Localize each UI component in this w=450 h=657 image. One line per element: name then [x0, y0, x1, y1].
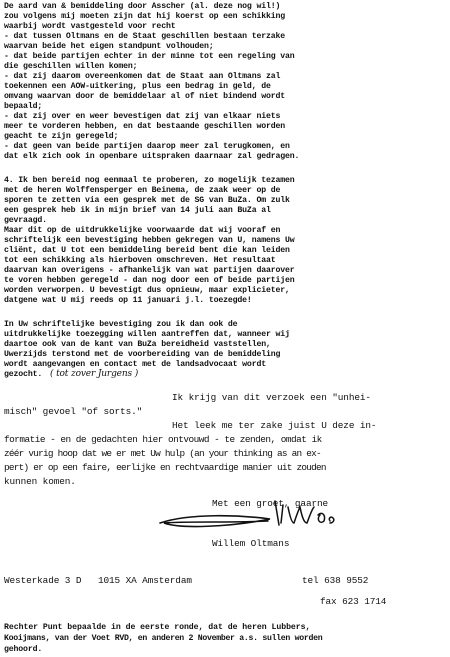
text-line: - dat geen van beide partijen daarop meer zal terugkomen, en: [4, 142, 290, 151]
text-line: wordt aangevangen en contact met de landsadvocaat wordt: [4, 360, 266, 369]
closing-text: Met een groet, gaarne: [212, 498, 329, 509]
text-line: worden verworpen. U bevestigt dus opnieuw, maar explicieter,: [4, 286, 290, 295]
text-line: De aard van & bemiddeling door Asscher (al. deze nog wil!): [4, 2, 281, 11]
text-line: Rechter Punt bepaalde in de eerste ronde, dat de heren Lubbers,: [4, 623, 311, 632]
text-line: Ik krijg van dit verzoek een "unhei-: [172, 392, 371, 403]
text-line: Uwerzijds terstond met de voorbereiding van de bemiddeling: [4, 350, 281, 359]
text-line: kunnen komen.: [4, 476, 76, 487]
signer-name: Willem Oltmans: [212, 538, 290, 549]
text-line: - dat zij daarom overeenkomen dat de Staat aan Oltmans zal: [4, 72, 281, 81]
text-line: Maar dit op de uitdrukkelijke voorwaarde dat wij vooraf en: [4, 226, 281, 235]
text-line: met de heren Wolffensperger en Beinema, de zaak weer op de: [4, 186, 281, 195]
text-line: formatie - en de gedachten hier ontvouwd - te zenden, omdat ik: [4, 434, 322, 445]
text-line: - dat beide partijen echter in der minne tot een regeling van: [4, 52, 295, 61]
text-line: tot een schikking als hierboven omschreven. Het resultaat: [4, 256, 276, 265]
text-line: datgene wat U mij reeds op 11 januari j.l. toezegde!: [4, 296, 252, 305]
text-line: Kooijmans, van der Voet RVD, en anderen 2 November a.s. sullen worden: [4, 634, 323, 643]
text-line: gevraagd.: [4, 216, 47, 225]
text-line: schriftelijk een bevestiging hebben gekregen van U, namens Uw: [4, 236, 295, 245]
text-line: 4. Ik ben bereid nog eenmaal te proberen, zo mogelijk tezamen: [4, 176, 295, 185]
address-tel: tel 638 9552: [302, 575, 369, 586]
text-line: zou volgens mij moeten zijn dat hij koerst op een schikking: [4, 12, 286, 21]
text-line: meer te vorderen hebben, en dat bestaande geschillen worden: [4, 122, 286, 131]
text-line: - dat zij over en weer bevestigen dat zij van elkaar niets: [4, 112, 281, 121]
text-line: zéér vurig hoop dat we er met Uw hulp (an your thinking as an ex-: [4, 448, 321, 459]
text-line: dat elk zich ook in openbare uitspraken daarnaar zal gedragen.: [4, 152, 300, 161]
text-line: daarvan kan overigens - afhankelijk van wat partijen daarover: [4, 266, 295, 275]
text-line: waarvan beide het eigen standpunt volhouden;: [4, 42, 214, 51]
text-line: geacht te zijn geregeld;: [4, 132, 119, 141]
text-line: Het leek me ter zake juist U deze in-: [172, 420, 377, 431]
text-line: die geschillen willen komen;: [4, 62, 138, 71]
text-line: te voren hebben geregeld - dan nog door een of beide partijen: [4, 276, 295, 285]
text-line: waarbij wordt vastgesteld voor recht: [4, 22, 176, 31]
text-line: toekennen een AOW-uitkering, plus een bedrag in geld, de: [4, 82, 271, 91]
text-line: cliënt, dat U tot een bemiddeling bereid bent die kan leiden: [4, 246, 290, 255]
text-line: uitdrukkelijke toezegging willen aantreffen dat, wanneer wij: [4, 330, 290, 339]
text-line: In Uw schriftelijke bevestiging zou ik dan ook de: [4, 320, 238, 329]
text-line: omvang waarvan door de bemiddelaar al of niet bindend wordt: [4, 92, 286, 101]
text-line: - dat tussen Oltmans en de Staat geschillen bestaan terzake: [4, 32, 286, 41]
text-line: gezocht.: [4, 370, 43, 379]
text-line: gehoord.: [4, 645, 43, 654]
address-fax: fax 623 1714: [320, 596, 387, 607]
address-street: Westerkade 3 D 1015 XA Amsterdam: [4, 575, 192, 586]
text-line: bepaald;: [4, 102, 43, 111]
signature-scribble: [150, 493, 380, 539]
handwritten-note: ( tot zover Jurgens ): [50, 369, 139, 379]
text-line: daartoe ook van de kant van BuZa bereidheid vaststellen,: [4, 340, 271, 349]
text-line: misch" gevoel "of sorts.": [4, 406, 143, 417]
text-line: pert) er op een faire, eerlijke en rechtvaardige manier uit zouden: [4, 462, 326, 473]
text-line: sporen te zetten via een gesprek met de SG van BuZa. Om zulk: [4, 196, 290, 205]
text-line: een gesprek heb ik in mijn brief van 14 juli aan BuZa al: [4, 206, 271, 215]
